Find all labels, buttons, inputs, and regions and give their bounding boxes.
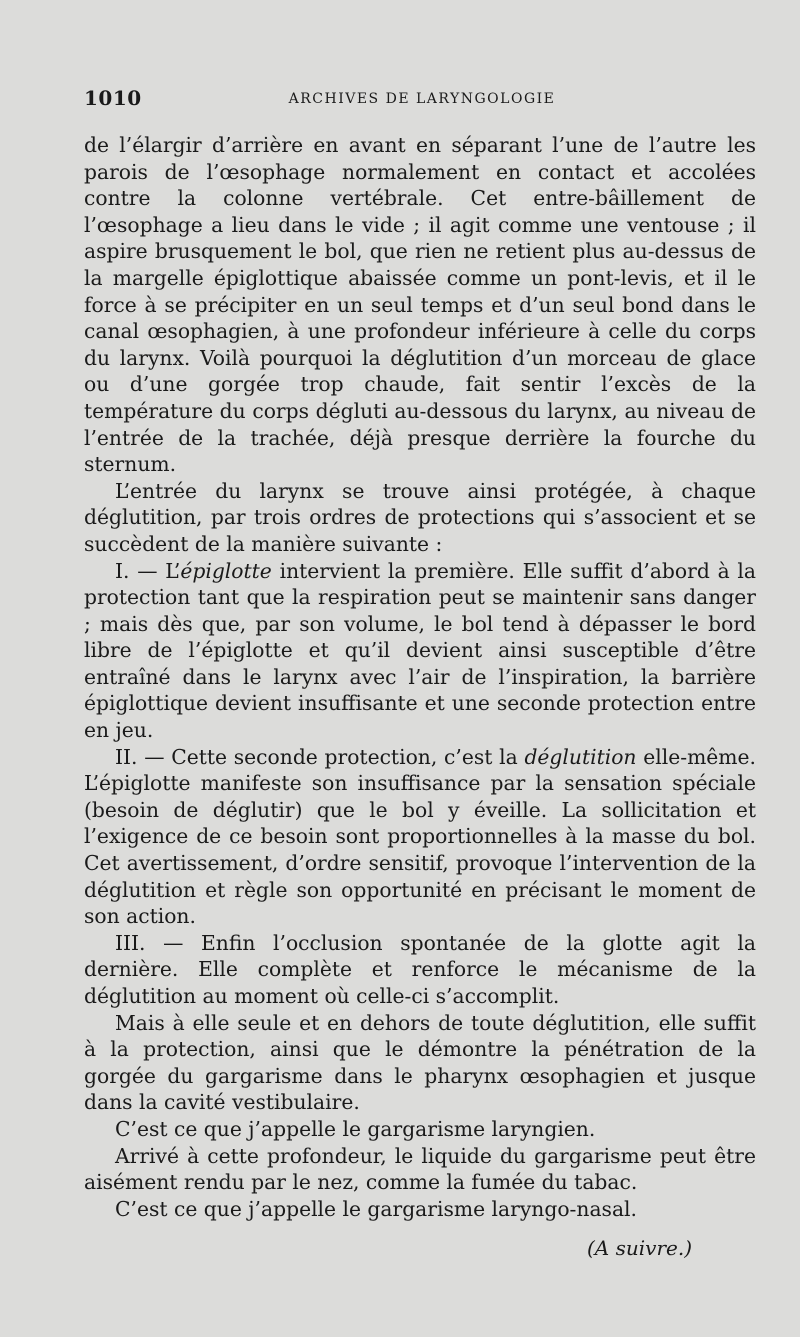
paragraph-epiglotte — [84, 558, 756, 744]
paragraph-gargarisme-laryngien — [84, 1116, 756, 1143]
paragraph-deglutition — [84, 744, 756, 930]
paragraph-protections-intro — [84, 478, 756, 558]
paragraph-text: C’est ce que j’appelle le gargarisme laryngo-nasal. — [115, 1196, 637, 1221]
paragraph-text: C’est ce que j’appelle le gargarisme laryngien. — [115, 1116, 596, 1141]
paragraph-gargarisme — [84, 1010, 756, 1116]
continuation-note: (A suivre.) — [587, 1236, 692, 1260]
paragraph-prefix: II. — Cette seconde protection, c’est la — [115, 744, 525, 769]
paragraph-emphasis: épiglotte — [180, 558, 272, 583]
paragraph-text: III. — Enfin l’occlusion spontanée de la glotte agit la dernière. Elle complète et renforce le mécanisme de la déglutition au moment où celle-ci s’accomplit. — [84, 930, 756, 1008]
paragraph-prefix: I. — L’ — [115, 558, 181, 583]
paragraph-glotte — [84, 930, 756, 1010]
paragraph-emphasis: déglutition — [524, 744, 637, 769]
paragraph-text: de l’élargir d’arrière en avant en séparant l’une de l’autre les parois de l’œsophage normalement en contact et accolées contre la colonne vertébrale. Cet entre-bâillement de l’œsophage a lieu dans le vide ; il agit comme une ventouse ; il aspire brusquement le bol, que rien ne retient plus au-dessus de la margelle épiglottique abaissée comme un pont-levis, et il le force à se précipiter en un seul temps et d’un seul bond dans le canal œsophagien, à une profondeur inférieure à celle du corps du larynx. Voilà pourquoi la déglutition d’un morceau de glace ou d’une gorgée trop chaude, fait sentir l’excès de la température du corps dégluti au-dessous du larynx, au niveau de l’entrée de la trachée, déjà presque derrière la fourche du sternum. — [84, 133, 756, 477]
paragraph-text: Mais à elle seule et en dehors de toute déglutition, elle suffit à la protection, ainsi que le démontre la pénétration de la gorgée du gargarisme dans le pharynx œsophagien et jusque dans la cavité vestibulaire. — [84, 1010, 756, 1115]
paragraph-text: Arrivé à cette profondeur, le liquide du gargarisme peut être aisément rendu par le nez, comme la fumée du tabac. — [84, 1143, 756, 1195]
page-number: 1010 — [84, 86, 142, 110]
page-header — [84, 86, 760, 116]
running-title: ARCHIVES DE LARYNGOLOGIE — [288, 91, 556, 107]
paragraph-continuation — [84, 132, 756, 478]
paragraph-profondeur — [84, 1143, 756, 1196]
paragraph-text: L’entrée du larynx se trouve ainsi protégée, à chaque déglutition, par trois ordres de protections qui s’associent et se succèdent de la manière suivante : — [84, 478, 756, 556]
article-body — [84, 132, 756, 1222]
paragraph-laryngo-nasal — [84, 1196, 756, 1223]
paragraph-text: intervient la première. Elle suffit d’abord à la protection tant que la respiration peut se maintenir sans danger ; mais dès que, par son volume, le bol tend à dépasser le bord libre de l’épiglotte et qu’il devient ainsi susceptible d’être entraîné dans le larynx avec l’air de l’inspiration, la barrière épiglottique devient insuffisante et une seconde protection entre en jeu. — [84, 558, 757, 743]
paragraph-text: elle-même. L’épiglotte manifeste son insuffisance par la sensation spéciale (besoin de déglutir) que le bol y éveille. La sollicitation et l’exigence de ce besoin sont proportionnelles à la masse du bol. Cet avertissement, d’ordre sensitif, provoque l’intervention de la déglutition et règle son opportunité en précisant le moment de son action. — [84, 744, 756, 929]
